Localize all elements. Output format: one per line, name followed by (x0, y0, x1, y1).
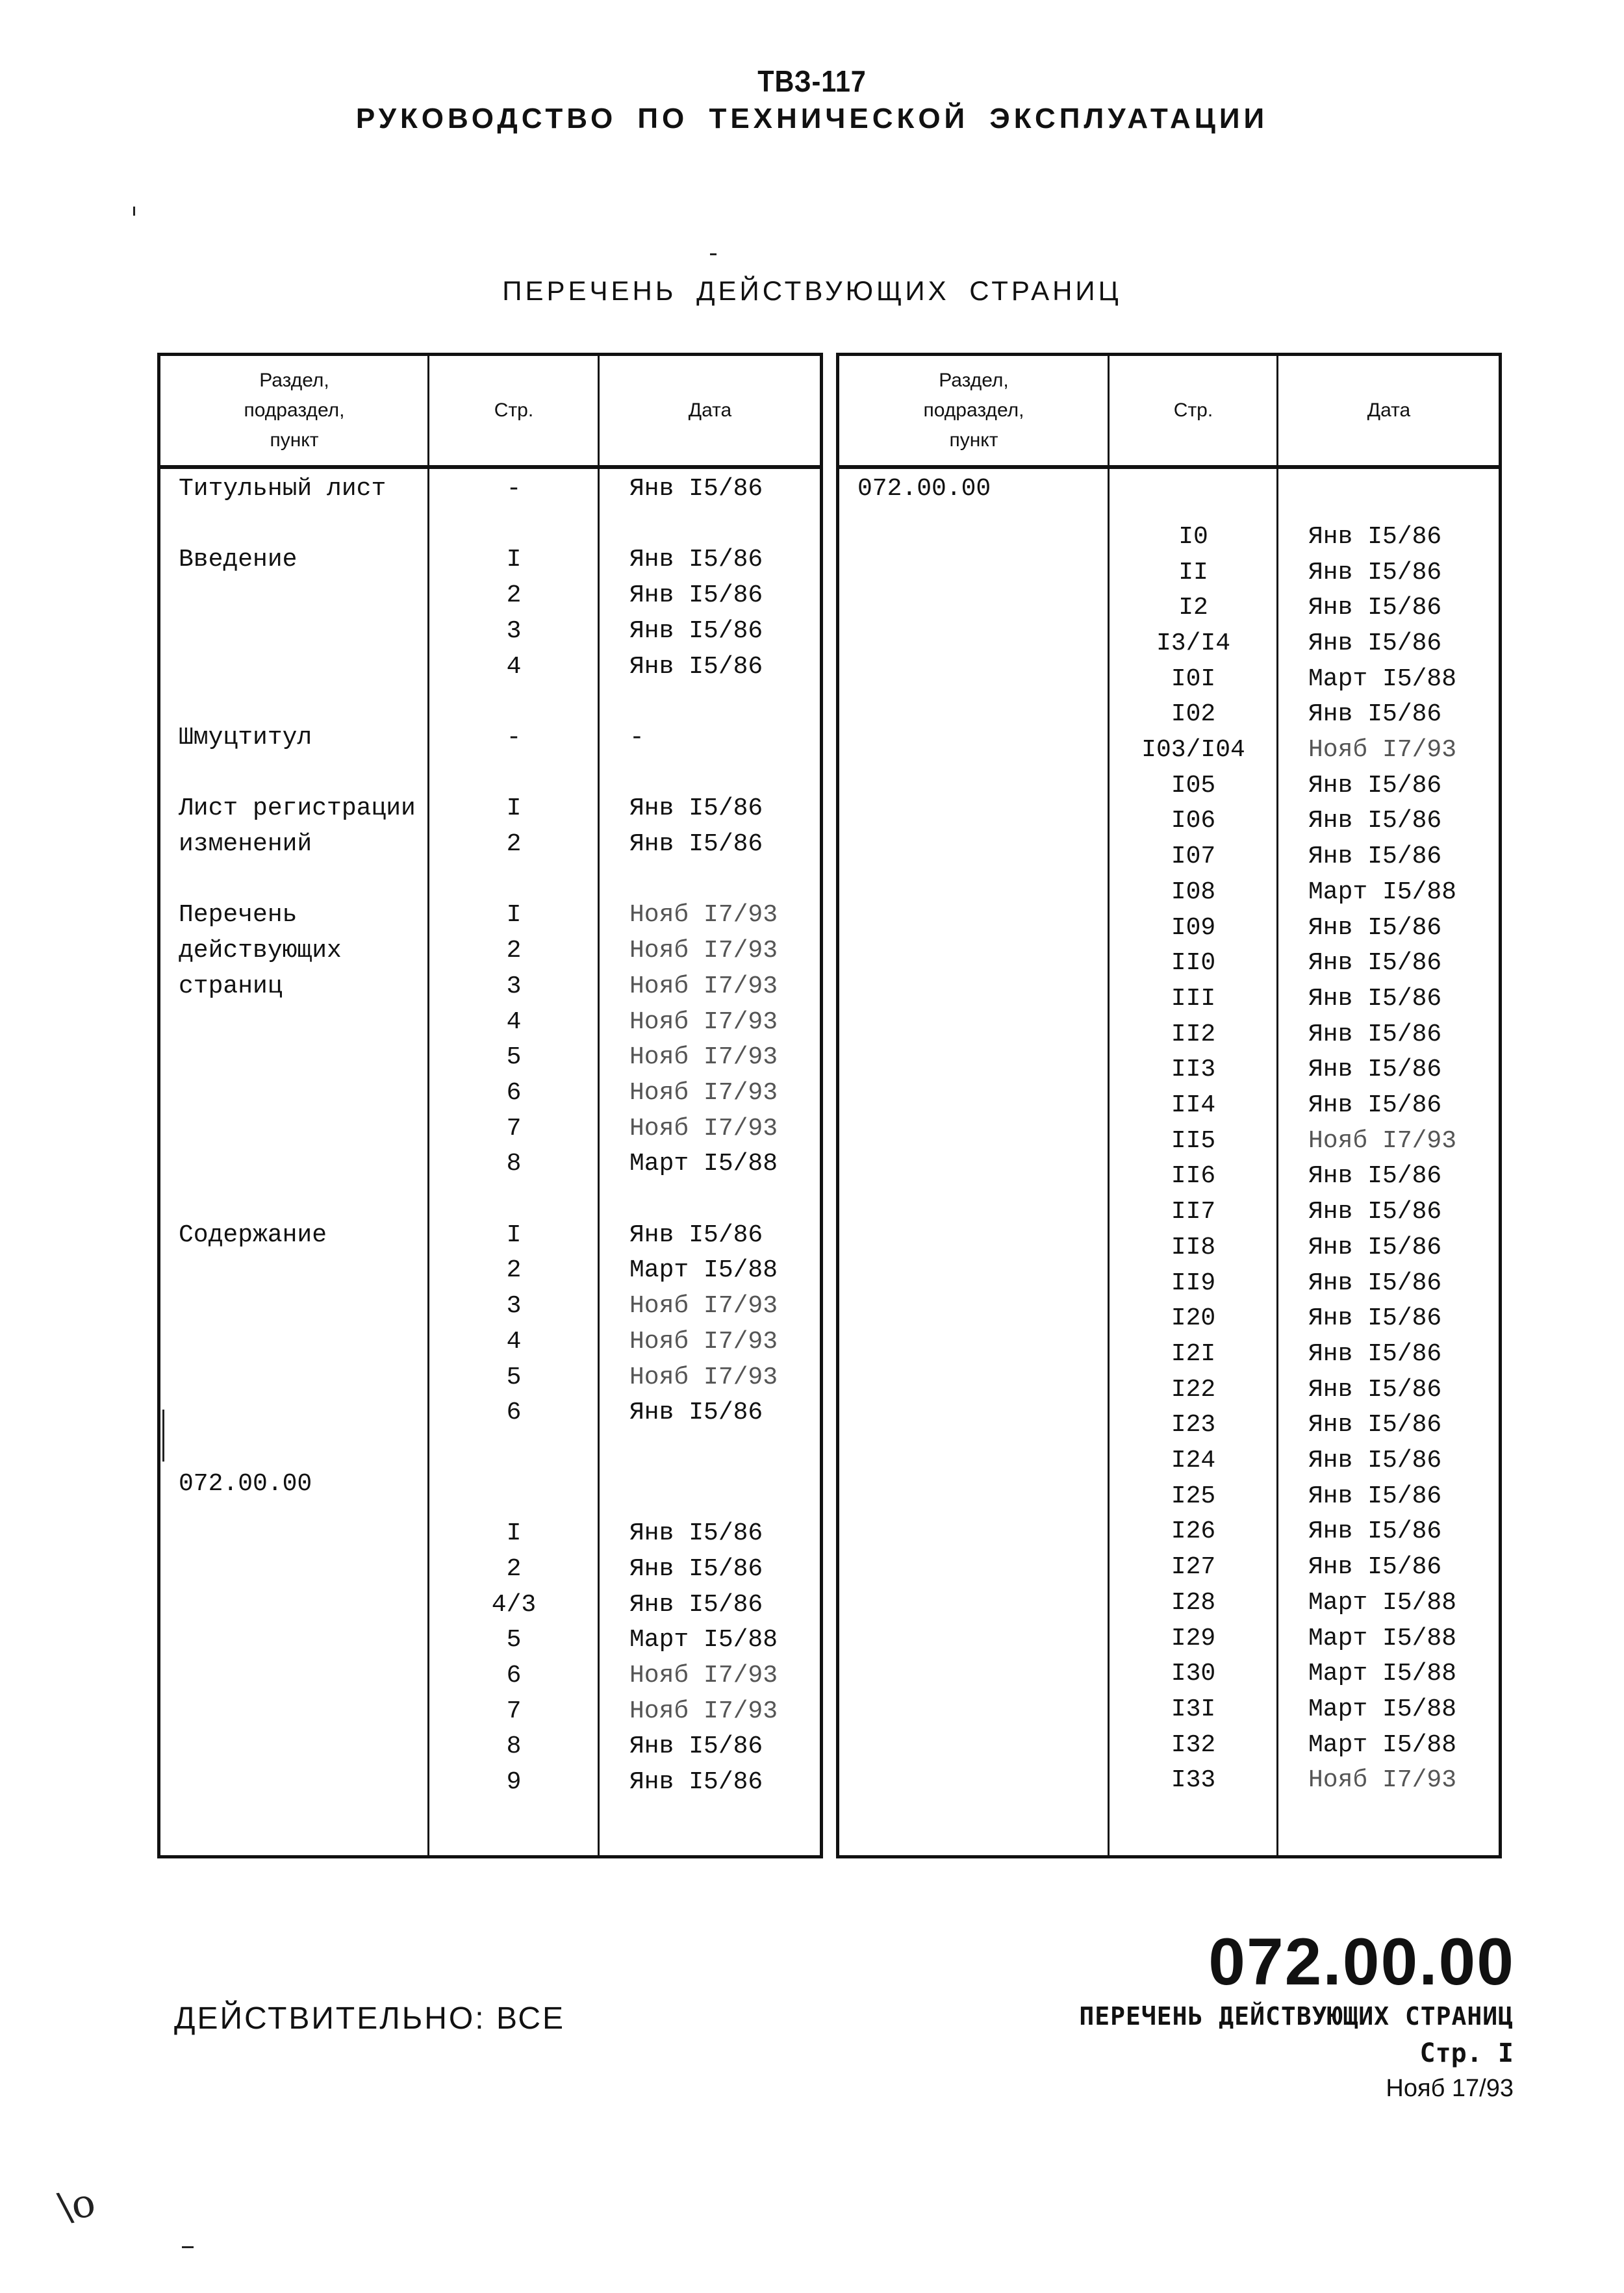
row-section: Введение (179, 546, 298, 574)
row-date: Янв I5/86 (629, 616, 763, 645)
chapter-code: 072.00.00 (1208, 1925, 1515, 1999)
row-page: I30 (1171, 1660, 1216, 1688)
row-date: Нояб I7/93 (629, 1363, 778, 1391)
row-page: 6 (506, 1078, 522, 1107)
row-page: II6 (1171, 1162, 1216, 1191)
row-date: Янв I5/86 (1308, 1198, 1442, 1226)
header-page: Стр. (494, 399, 534, 421)
row-section: 072.00.00 (857, 475, 991, 503)
row-page: I25 (1171, 1482, 1216, 1510)
row-date: Янв I5/86 (1308, 1411, 1442, 1439)
row-section: страниц (179, 972, 283, 1000)
row-section: 072.00.00 (179, 1469, 312, 1498)
row-page: - (506, 723, 522, 752)
row-page: 8 (506, 1150, 522, 1178)
row-date: Янв I5/86 (629, 794, 763, 823)
row-page: 2 (506, 1256, 522, 1285)
footer-revision-date: Нояб 17/93 (1386, 2075, 1514, 2102)
row-page: 2 (506, 581, 522, 610)
row-page: I08 (1171, 878, 1216, 906)
row-page: - (506, 475, 522, 503)
row-page: I (506, 1221, 522, 1249)
row-date: - (629, 723, 644, 752)
pages-table-left (157, 353, 823, 1858)
row-page: I07 (1171, 842, 1216, 871)
row-section: Титульный лист (179, 475, 387, 503)
header-date: Дата (688, 399, 732, 421)
row-date: Янв I5/86 (1308, 842, 1442, 871)
row-date: Янв I5/86 (1308, 1553, 1442, 1582)
row-date: Янв I5/86 (1308, 949, 1442, 978)
row-date: Март I5/88 (629, 1256, 778, 1285)
row-date: Янв I5/86 (1308, 522, 1442, 551)
handwritten-mark: \o (55, 2179, 99, 2231)
row-date: Янв I5/86 (1308, 1304, 1442, 1333)
row-page: 5 (506, 1363, 522, 1391)
row-page: I28 (1171, 1588, 1216, 1617)
row-page: I3I (1171, 1695, 1216, 1723)
row-page: I3/I4 (1156, 629, 1231, 657)
row-section: Перечень (179, 901, 298, 930)
row-date: Март I5/88 (1308, 1695, 1457, 1723)
row-date: Янв I5/86 (1308, 1162, 1442, 1191)
row-page: III (1171, 984, 1216, 1013)
row-date: Нояб I7/93 (629, 1078, 778, 1107)
row-page: 6 (506, 1661, 522, 1690)
row-date: Янв I5/86 (1308, 1339, 1442, 1368)
row-date: Янв I5/86 (629, 1768, 763, 1797)
row-page: II3 (1171, 1056, 1216, 1084)
header-section-line: пункт (949, 429, 998, 451)
row-date: Март I5/88 (1308, 878, 1457, 906)
row-date: Янв I5/86 (1308, 558, 1442, 587)
row-page: I03/I04 (1141, 736, 1245, 765)
row-date: Нояб I7/93 (629, 1661, 778, 1690)
row-date: Янв I5/86 (1308, 1482, 1442, 1510)
row-date: Янв I5/86 (1308, 913, 1442, 942)
header-date: Дата (1367, 399, 1411, 421)
row-page: I05 (1171, 771, 1216, 800)
row-page: I23 (1171, 1411, 1216, 1439)
row-page: I27 (1171, 1553, 1216, 1582)
pages-table-right (836, 353, 1502, 1858)
row-date: Янв I5/86 (629, 475, 763, 503)
row-page: I24 (1171, 1447, 1216, 1475)
row-date: Янв I5/86 (629, 581, 763, 610)
footer-page-number: Стр. I (1419, 2038, 1514, 2068)
row-date: Янв I5/86 (1308, 1447, 1442, 1475)
row-date: Нояб I7/93 (629, 972, 778, 1000)
validity-note: ДЕЙСТВИТЕЛЬНО: ВСЕ (174, 2001, 566, 2036)
row-page: II2 (1171, 1020, 1216, 1048)
row-page: 7 (506, 1697, 522, 1725)
row-page: I (506, 1519, 522, 1548)
row-page: I0 (1178, 522, 1208, 551)
scan-speck (182, 2246, 194, 2248)
row-date: Янв I5/86 (629, 1221, 763, 1249)
row-section: Шмуцтитул (179, 723, 312, 752)
row-page: 2 (506, 1554, 522, 1583)
row-date: Янв I5/86 (1308, 1375, 1442, 1404)
row-section: изменений (179, 830, 312, 858)
row-page: I29 (1171, 1624, 1216, 1653)
row-date: Янв I5/86 (1308, 1091, 1442, 1120)
scan-speck (133, 207, 135, 216)
column-divider (598, 356, 600, 1855)
row-date: Янв I5/86 (1308, 1020, 1442, 1048)
row-date: Янв I5/86 (1308, 1233, 1442, 1261)
row-date: Нояб I7/93 (629, 937, 778, 965)
table-header (839, 356, 1499, 469)
row-page: II (1178, 558, 1208, 587)
row-date: Март I5/88 (1308, 1660, 1457, 1688)
row-date: Янв I5/86 (1308, 1269, 1442, 1297)
row-date: Янв I5/86 (629, 652, 763, 681)
row-date: Март I5/88 (1308, 1730, 1457, 1759)
header-section (160, 356, 428, 465)
scan-speck (710, 253, 717, 255)
row-page: 3 (506, 1292, 522, 1321)
row-page: I22 (1171, 1375, 1216, 1404)
row-date: Нояб I7/93 (629, 1043, 778, 1072)
row-date: Нояб I7/93 (1308, 1766, 1457, 1795)
header-section-line: подраздел, (923, 399, 1024, 421)
document-title: РУКОВОДСТВО ПО ТЕХНИЧЕСКОЙ ЭКСПЛУАТАЦИИ (355, 103, 1269, 134)
row-page: I2 (1178, 594, 1208, 622)
row-date: Нояб I7/93 (629, 901, 778, 930)
row-page: I2I (1171, 1339, 1216, 1368)
row-date: Янв I5/86 (629, 1399, 763, 1427)
header-section-line: подраздел, (244, 399, 345, 421)
scan-edge-line (162, 1410, 164, 1462)
row-date: Март I5/88 (1308, 1588, 1457, 1617)
header-section-line: пункт (270, 429, 319, 451)
row-page: I02 (1171, 700, 1216, 729)
row-page: II9 (1171, 1269, 1216, 1297)
row-page: 3 (506, 972, 522, 1000)
row-date: Янв I5/86 (629, 1554, 763, 1583)
row-section: действующих (179, 937, 342, 965)
row-date: Нояб I7/93 (629, 1114, 778, 1143)
row-page: 3 (506, 616, 522, 645)
row-page: I (506, 901, 522, 930)
row-date: Янв I5/86 (1308, 700, 1442, 729)
row-page: 8 (506, 1732, 522, 1761)
row-page: II0 (1171, 949, 1216, 978)
header-section-line: Раздел, (259, 370, 329, 391)
row-date: Нояб I7/93 (629, 1697, 778, 1725)
row-page: I33 (1171, 1766, 1216, 1795)
footer-section-title: ПЕРЕЧЕНЬ ДЕЙСТВУЮЩИХ СТРАНИЦ (1079, 2002, 1514, 2031)
row-date: Янв I5/86 (1308, 771, 1442, 800)
row-page: 4 (506, 1007, 522, 1036)
row-date: Янв I5/86 (1308, 594, 1442, 622)
row-page: 4 (506, 652, 522, 681)
column-divider (1108, 356, 1110, 1855)
row-date: Янв I5/86 (629, 1732, 763, 1761)
row-page: 2 (506, 937, 522, 965)
row-date: Нояб I7/93 (629, 1292, 778, 1321)
row-date: Янв I5/86 (629, 546, 763, 574)
row-page: II4 (1171, 1091, 1216, 1120)
column-divider (1276, 356, 1278, 1855)
row-date: Нояб I7/93 (629, 1327, 778, 1356)
row-date: Март I5/88 (1308, 665, 1457, 693)
row-date: Март I5/88 (629, 1150, 778, 1178)
row-page: I (506, 546, 522, 574)
row-page: II5 (1171, 1126, 1216, 1155)
row-page: 6 (506, 1399, 522, 1427)
document-id: ТВЗ-117 (757, 64, 867, 98)
row-date: Нояб I7/93 (629, 1007, 778, 1036)
header-page: Стр. (1173, 399, 1213, 421)
table-header (160, 356, 820, 469)
row-date: Нояб I7/93 (1308, 1126, 1457, 1155)
page-heading: ПЕРЕЧЕНЬ ДЕЙСТВУЮЩИХ СТРАНИЦ (502, 275, 1122, 306)
column-divider (427, 356, 429, 1855)
row-date: Янв I5/86 (1308, 807, 1442, 835)
row-date: Март I5/88 (629, 1626, 778, 1654)
row-page: 4 (506, 1327, 522, 1356)
row-page: II7 (1171, 1198, 1216, 1226)
row-date: Янв I5/86 (1308, 984, 1442, 1013)
row-page: I32 (1171, 1730, 1216, 1759)
header-section (839, 356, 1108, 465)
row-page: II8 (1171, 1233, 1216, 1261)
row-section: Содержание (179, 1221, 327, 1249)
row-page: I06 (1171, 807, 1216, 835)
row-section: Лист регистрации (179, 794, 416, 823)
row-date: Янв I5/86 (1308, 1517, 1442, 1546)
row-page: I09 (1171, 913, 1216, 942)
row-date: Янв I5/86 (629, 1590, 763, 1619)
row-date: Янв I5/86 (629, 830, 763, 858)
row-page: 7 (506, 1114, 522, 1143)
row-page: 2 (506, 830, 522, 858)
header-section-line: Раздел, (939, 370, 1009, 391)
row-date: Янв I5/86 (1308, 1056, 1442, 1084)
row-date: Янв I5/86 (1308, 629, 1442, 657)
row-page: 5 (506, 1043, 522, 1072)
row-page: 9 (506, 1768, 522, 1797)
row-date: Март I5/88 (1308, 1624, 1457, 1653)
row-page: I26 (1171, 1517, 1216, 1546)
row-date: Нояб I7/93 (1308, 736, 1457, 765)
row-page: 4/3 (491, 1590, 537, 1619)
row-page: I20 (1171, 1304, 1216, 1333)
row-page: I0I (1171, 665, 1216, 693)
row-page: 5 (506, 1626, 522, 1654)
row-date: Янв I5/86 (629, 1519, 763, 1548)
row-page: I (506, 794, 522, 823)
